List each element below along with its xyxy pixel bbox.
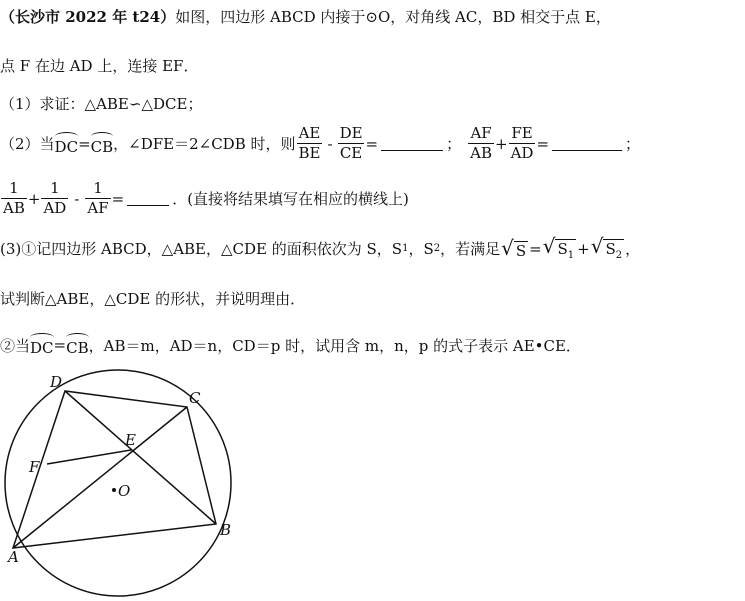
equals-sign: = <box>78 134 91 153</box>
arc-dc: DC <box>55 132 79 156</box>
diagonal-ac <box>13 407 187 548</box>
part3-1 <box>0 236 640 261</box>
part2-third <box>0 181 409 216</box>
label-e: E <box>125 431 136 449</box>
fraction-de-ce <box>338 126 365 161</box>
radicand-s: S <box>605 240 616 258</box>
fraction-numerator: FE <box>511 124 533 142</box>
fraction-numerator: AF <box>470 124 492 142</box>
center-dot <box>112 488 116 492</box>
problem-intro-cont <box>0 55 198 76</box>
part3-2-text: ，AB＝m，AD＝n，CD＝p 时，试用含 m，n，p 的式子表示 AE•CE． <box>88 336 581 355</box>
radicand: S <box>515 241 527 260</box>
subscript: 1 <box>402 243 409 254</box>
fraction-numerator: 1 <box>50 179 60 197</box>
equals-sign: = <box>111 189 125 208</box>
label-b: B <box>220 521 232 539</box>
fraction-numerator: 1 <box>9 179 19 197</box>
label-d: D <box>50 373 63 391</box>
fraction-1-ab <box>1 181 27 216</box>
radical-sign: √ <box>542 234 556 258</box>
subscript: 2 <box>615 250 623 261</box>
fraction-denominator: AB <box>470 144 492 162</box>
fraction-1-ad <box>41 181 68 216</box>
part2-note: ．(直接将结果填写在相应的横线上) <box>172 190 409 208</box>
part1 <box>0 93 202 114</box>
answer-blank-3[interactable] <box>127 191 169 206</box>
part1-text: （1）求证：△ABE∽△DCE； <box>0 95 203 113</box>
part3-1-text: (3)①记四边形 ABCD，△ABE，△CDE 的面积依次为 S，S <box>0 240 403 258</box>
separator: ， <box>625 240 641 258</box>
fraction-ae-be <box>297 126 323 161</box>
arc-cb: CB <box>91 132 114 156</box>
part3-2-prefix: ②当 <box>0 336 31 355</box>
sqrt-s1 <box>543 236 576 261</box>
radicand <box>555 239 576 261</box>
equals-sign: = <box>53 336 67 354</box>
fraction-denominator: AF <box>87 199 109 217</box>
equals-sign: = <box>529 239 542 258</box>
fraction-denominator: AD <box>510 144 534 162</box>
fraction-numerator: AE <box>298 124 321 142</box>
intro-cont-text: 点 F 在边 AD 上，连接 EF． <box>0 57 199 75</box>
fraction-fe-ad <box>509 126 536 161</box>
radical-sign: √ <box>501 235 514 260</box>
radical-sign: √ <box>590 234 604 258</box>
radicand <box>603 239 624 261</box>
equals-sign: = <box>536 134 550 153</box>
part2-prefix: （2）当 <box>0 135 55 153</box>
arc-cb: CB <box>66 333 89 357</box>
problem-source: （长沙市 2022 年 t24） <box>0 8 176 26</box>
part3-1-mid: ，S <box>408 240 434 258</box>
answer-blank-2[interactable] <box>552 136 622 151</box>
fraction-numerator: 1 <box>93 179 103 197</box>
subscript: 2 <box>433 243 441 254</box>
fraction-1-af <box>85 181 110 216</box>
separator: ； <box>625 135 641 153</box>
label-o: O <box>118 482 131 500</box>
plus-sign: + <box>27 189 41 208</box>
label-c: C <box>189 389 201 407</box>
fraction-denominator: CE <box>339 144 363 162</box>
fraction-numerator: DE <box>339 124 363 142</box>
radicand-s: S <box>557 240 568 258</box>
part2-condition: ，∠DFE＝2∠CDB 时，则 <box>113 135 296 153</box>
sqrt-s <box>501 235 528 260</box>
part3-1-question: 试判断△ABE，△CDE 的形状，并说明理由． <box>0 290 306 308</box>
equals-sign: = <box>365 134 379 153</box>
separator: ； <box>446 135 462 153</box>
quadrilateral-abcd <box>13 391 216 548</box>
fraction-denominator: AB <box>3 199 25 217</box>
fraction-af-ab <box>468 126 494 161</box>
problem-header <box>0 6 611 27</box>
fraction-denominator: BE <box>298 144 321 162</box>
part2 <box>0 126 640 161</box>
arc-dc: DC <box>30 333 54 357</box>
plus-sign: + <box>577 239 590 258</box>
part3-1-cont <box>0 288 305 309</box>
sqrt-s2 <box>591 236 624 261</box>
part3-2 <box>0 333 581 357</box>
problem-intro: 如图，四边形 ABCD 内接于⊙O，对角线 AC，BD 相交于点 E， <box>175 8 611 26</box>
subscript: 1 <box>567 250 575 261</box>
plus-sign: + <box>495 134 508 153</box>
label-f: F <box>29 458 40 476</box>
label-a: A <box>8 548 19 566</box>
geometry-figure <box>0 365 260 601</box>
answer-blank-1[interactable] <box>381 136 443 151</box>
minus-sign: - <box>74 189 80 208</box>
fraction-denominator: AD <box>43 199 67 217</box>
minus-sign: - <box>327 134 333 153</box>
part3-1-cond: ，若满足 <box>440 240 501 258</box>
